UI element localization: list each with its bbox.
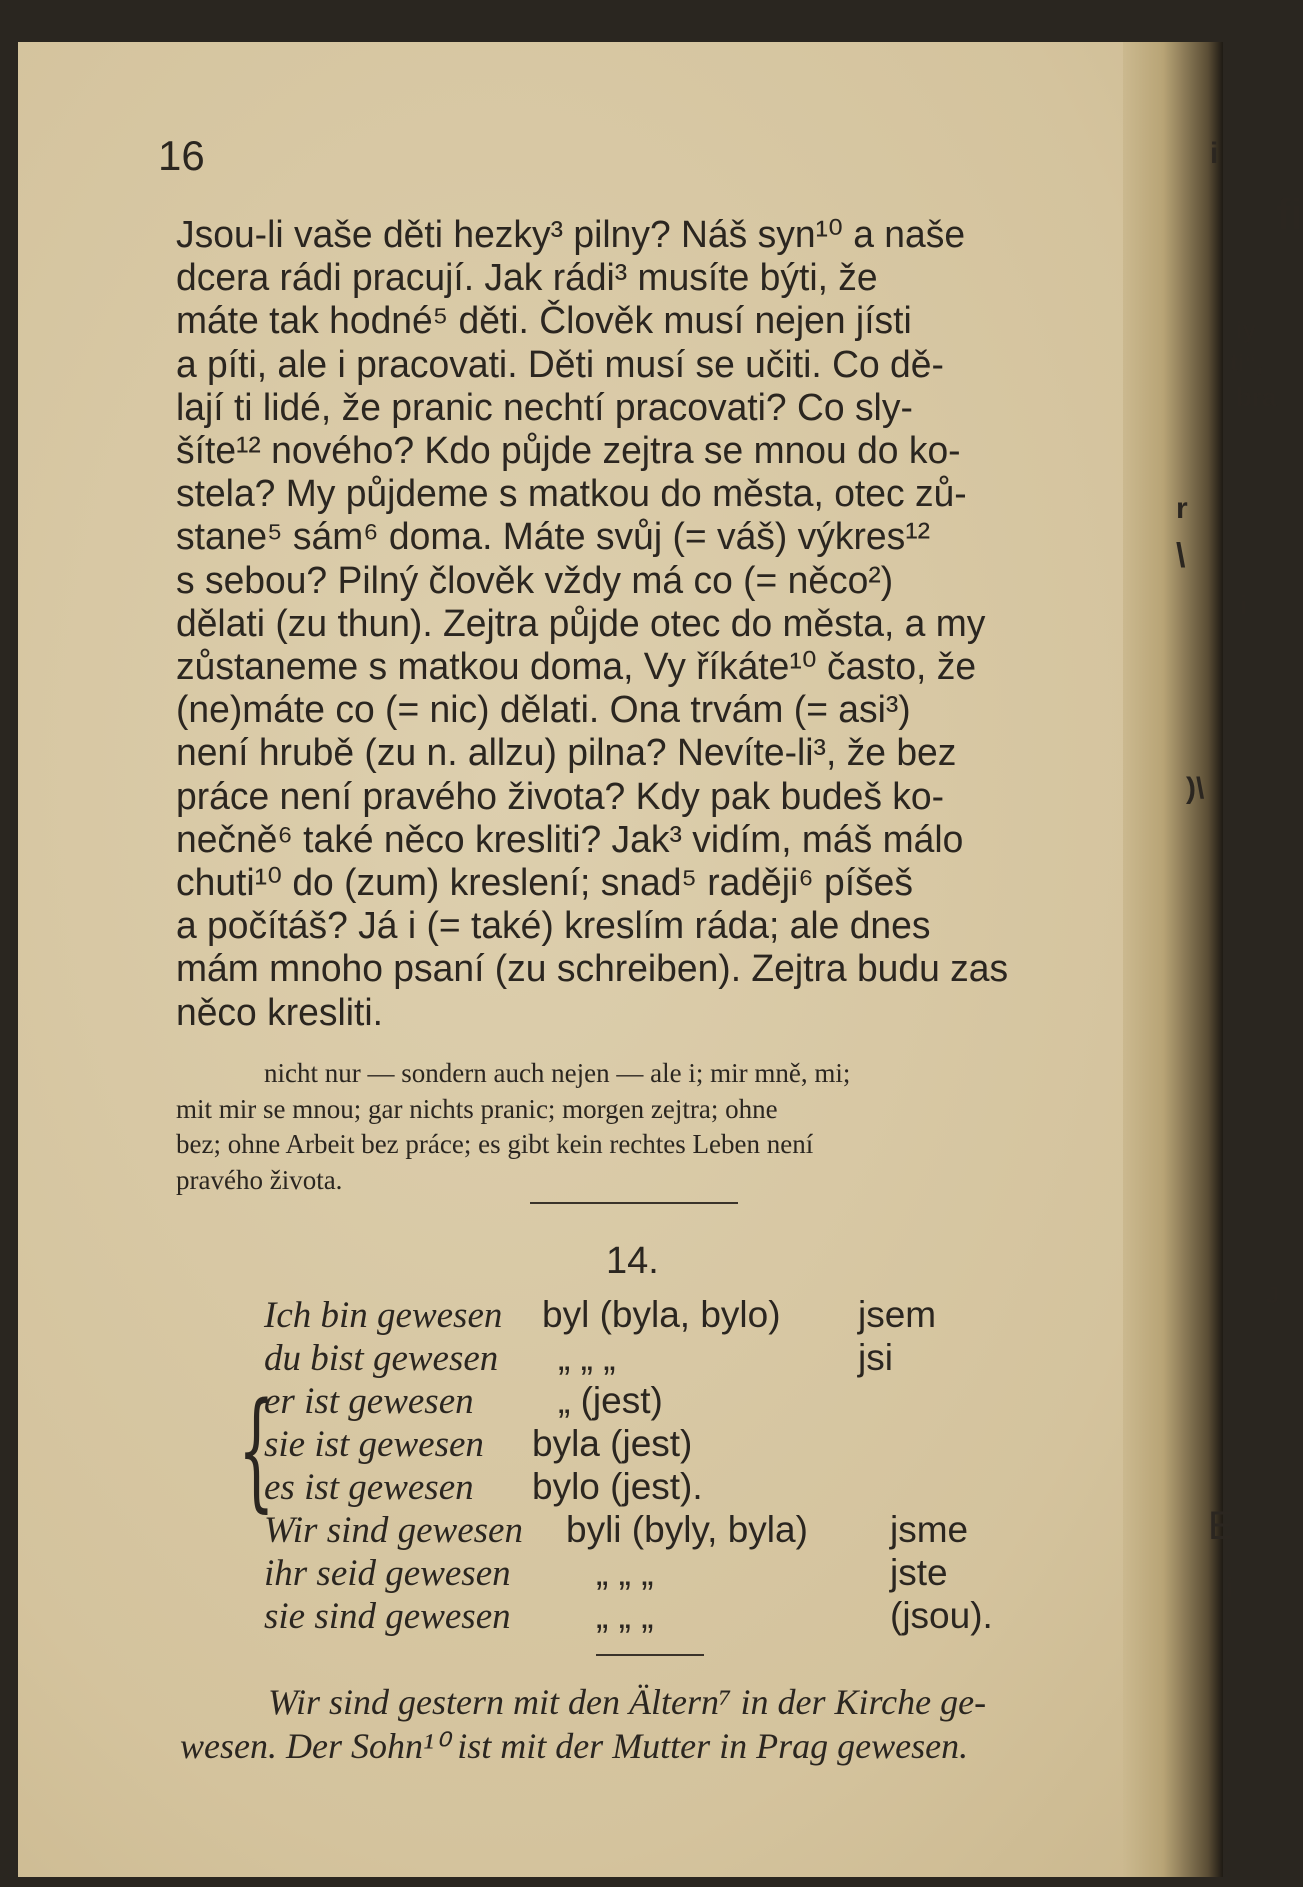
text-line: s sebou? Pilný člověk vždy má co (= něco²) (176, 559, 894, 602)
text-line: (ne)máte co (= nic) dělati. Ona trvám (= asi³) (176, 689, 911, 732)
czech-form: bylo (jest). (532, 1466, 703, 1507)
text-line: něco kresliti. (176, 991, 383, 1034)
vocab-line: nicht nur — sondern auch nejen — ale i; mir mně, mi; (264, 1058, 851, 1088)
section-divider (596, 1654, 704, 1656)
vocab-line: mit mir se mnou; gar nichts pranic; morgen zejtra; ohne (176, 1093, 778, 1124)
czech-pronoun-form: jsi (858, 1337, 893, 1378)
czech-form: „ „ „ (596, 1595, 654, 1636)
edge-fragment: r (1176, 492, 1188, 525)
czech-form: byli (byly, byla) (566, 1509, 808, 1550)
text-line: stane⁵ sám⁶ doma. Máte svůj (= váš) výkres¹² (176, 516, 931, 559)
page-number: 16 (158, 132, 205, 179)
edge-fragment: \ (1176, 537, 1186, 575)
text-line: nečně⁶ také něco kresliti? Jak³ vidím, máš málo (176, 818, 964, 861)
text-line: dělati (zu thun). Zejtra půjde otec do města, a my (176, 602, 986, 645)
german-sentences (180, 1680, 1092, 1768)
text-line: máte tak hodné⁵ děti. Člověk musí nejen jísti (176, 300, 912, 343)
text-line: mám mnoho psaní (zu schreiben). Zejtra budu zas (176, 948, 1009, 991)
text-line: chuti¹⁰ do (zum) kreslení; snad⁵ raději⁶ píšeš (176, 862, 914, 905)
czech-form: byl (byla, bylo) (542, 1294, 781, 1335)
german-form: ihr seid gewesen (264, 1553, 511, 1594)
czech-pronoun-form: jsme (890, 1509, 969, 1550)
edge-fragment: i (1240, 590, 1248, 620)
exercise-text (176, 214, 1068, 1035)
section-divider (530, 1202, 738, 1204)
czech-form: „ „ „ (596, 1552, 654, 1593)
vocabulary-notes (176, 1056, 1086, 1198)
edge-fragment: E (1208, 1504, 1235, 1548)
german-form: Ich bin gewesen (264, 1295, 503, 1336)
czech-pronoun-form: jsem (858, 1294, 937, 1335)
czech-form: „ (jest) (558, 1380, 663, 1421)
vocab-line: bez; ohne Arbeit bez práce; es gibt kein rechtes Leben není (176, 1129, 814, 1159)
german-form: sie ist gewesen (264, 1424, 484, 1465)
edge-fragment: fi (1276, 190, 1303, 239)
german-form: du bist gewesen (264, 1338, 499, 1379)
text-line: zůstaneme s matkou doma, Vy říkáte¹⁰ často, že (176, 646, 977, 689)
czech-pronoun-form: (jsou). (890, 1595, 993, 1636)
text-line: Wir sind gestern mit den Ältern⁷ in der Kirche ge- (268, 1682, 987, 1722)
vocab-line: pravého života. (176, 1164, 343, 1195)
german-form: sie sind gewesen (264, 1596, 511, 1637)
text-line: práce není pravého života? Kdy pak budeš ko- (176, 775, 945, 818)
text-line: Jsou-li vaše děti hezky³ pilny? Náš syn¹⁰ a naše (176, 214, 966, 256)
german-form: Wir sind gewesen (264, 1510, 523, 1551)
text-line: není hrubě (zu n. allzu) pilna? Nevíte-li³, že bez (176, 732, 957, 775)
book-page (18, 42, 1303, 1877)
edge-fragment: i (1210, 137, 1219, 170)
german-form: es ist gewesen (264, 1467, 474, 1508)
czech-pronoun-form: jste (890, 1552, 948, 1593)
edge-fragment: ti“, (1230, 350, 1264, 377)
text-line: lají ti lidé, že pranic nechtí pracovati? Co sly- (176, 386, 913, 429)
text-line: dcera rádi pracují. Jak rádi³ musíte býti, že (176, 257, 878, 300)
edge-fragment: i (1226, 1572, 1234, 1603)
text-line: a počítáš? Já i (= také) kreslím ráda; ale dnes (176, 905, 931, 948)
german-form: er ist gewesen (264, 1381, 474, 1422)
edge-fragment: J (1266, 1282, 1280, 1309)
text-line: stela? My půjdeme s matkou do města, otec zů- (176, 473, 967, 516)
text-line: wesen. Der Sohn¹⁰ ist mit der Mutter in Prag gewesen. (180, 1726, 969, 1766)
book-binding (1123, 42, 1223, 1877)
czech-form: byla (jest) (532, 1423, 693, 1464)
grouping-brace: { (238, 1376, 275, 1525)
edge-fragment: bra (1236, 382, 1277, 412)
czech-form: „ „ „ (558, 1337, 616, 1378)
edge-fragment: )\ (1186, 772, 1205, 805)
text-line: šíte¹² nového? Kdo půjde zejtra se mnou do ko- (176, 430, 961, 473)
lesson-number: 14. (606, 1240, 659, 1282)
text-line: a píti, ale i pracovati. Děti musí se učiti. Co dě- (176, 343, 944, 386)
edge-fragment: iy (1236, 317, 1257, 344)
